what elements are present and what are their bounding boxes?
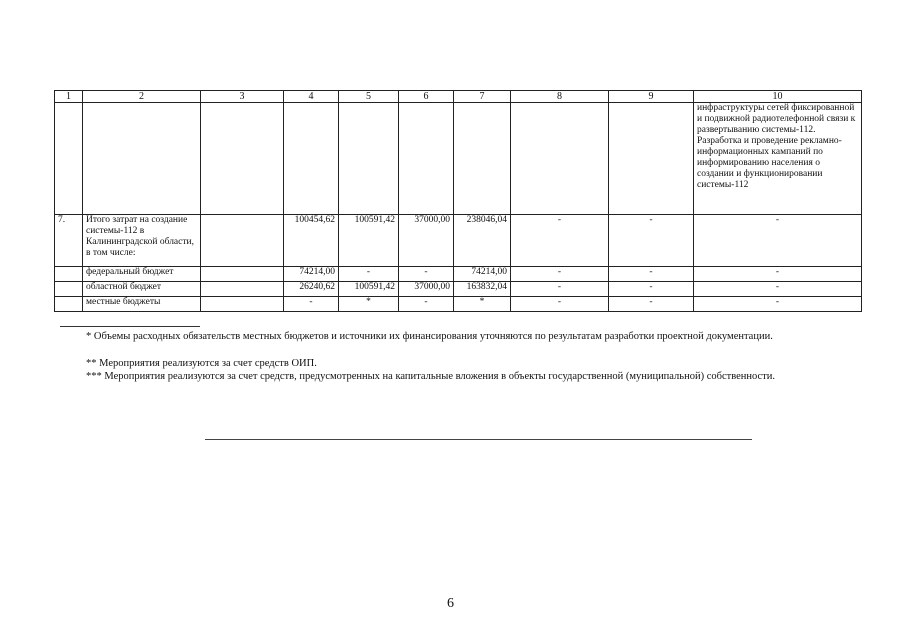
table-cell xyxy=(284,103,339,215)
table-cell xyxy=(83,103,201,215)
table-cell: 100454,62 xyxy=(284,215,339,267)
row-label: местные бюджеты xyxy=(83,297,201,312)
header-cell: 10 xyxy=(694,91,862,103)
table-cell xyxy=(55,103,83,215)
table-cell xyxy=(201,282,284,297)
table-cell: - xyxy=(694,267,862,282)
footnote-2: ** Мероприятия реализуются за счет средств ОИП. xyxy=(86,358,317,369)
table-cell xyxy=(399,103,454,215)
row-label: областной бюджет xyxy=(83,282,201,297)
table-cell: - xyxy=(694,297,862,312)
table-cell: * xyxy=(339,297,399,312)
header-cell: 4 xyxy=(284,91,339,103)
table-cell: - xyxy=(609,215,694,267)
table-cell xyxy=(55,282,83,297)
table-cell: 37000,00 xyxy=(399,282,454,297)
row-number: 7. xyxy=(55,215,83,267)
header-cell: 9 xyxy=(609,91,694,103)
table-cell: - xyxy=(694,282,862,297)
table-cell: - xyxy=(609,297,694,312)
header-cell: 1 xyxy=(55,91,83,103)
table-cell: - xyxy=(511,215,609,267)
table-header-row xyxy=(55,91,862,103)
table-cell: - xyxy=(609,282,694,297)
header-cell: 8 xyxy=(511,91,609,103)
table-cell: - xyxy=(511,297,609,312)
table-cell: 74214,00 xyxy=(284,267,339,282)
table-cell: 26240,62 xyxy=(284,282,339,297)
page-number: 6 xyxy=(447,596,454,611)
table-cell xyxy=(201,297,284,312)
table-cell: - xyxy=(511,282,609,297)
table-cell: - xyxy=(694,215,862,267)
table-cell: 37000,00 xyxy=(399,215,454,267)
table-cell xyxy=(201,215,284,267)
footnote-divider xyxy=(60,326,200,327)
budget-table xyxy=(54,90,862,312)
row-label: федеральный бюджет xyxy=(83,267,201,282)
table-cell xyxy=(201,267,284,282)
table-cell: - xyxy=(609,267,694,282)
header-cell: 5 xyxy=(339,91,399,103)
table-cell: 100591,42 xyxy=(339,215,399,267)
table-row xyxy=(55,267,862,282)
table-cell: * xyxy=(454,297,511,312)
table-cell: 163832,04 xyxy=(454,282,511,297)
table-cell: - xyxy=(399,297,454,312)
table-row-continuation xyxy=(55,103,862,215)
row-label: Итого затрат на создание системы-112 в Калининградской области, в том числе: xyxy=(83,215,201,267)
table-cell: 74214,00 xyxy=(454,267,511,282)
table-cell: 238046,04 xyxy=(454,215,511,267)
header-cell: 7 xyxy=(454,91,511,103)
footnote-1: * Объемы расходных обязательств местных бюджетов и источники их финансирования уточняются по результатам разработки проектной документации. xyxy=(86,331,773,342)
table-row xyxy=(55,215,862,267)
table-cell xyxy=(609,103,694,215)
table-cell xyxy=(339,103,399,215)
table-cell xyxy=(55,267,83,282)
table-cell xyxy=(454,103,511,215)
table-row xyxy=(55,297,862,312)
header-cell: 6 xyxy=(399,91,454,103)
table-cell: - xyxy=(339,267,399,282)
header-cell: 3 xyxy=(201,91,284,103)
table-cell xyxy=(55,297,83,312)
table-row xyxy=(55,282,862,297)
header-cell: 2 xyxy=(83,91,201,103)
footnote-3: *** Мероприятия реализуются за счет средств, предусмотренных на капитальные вложения в объекты государственной (муниципальной) собственности. xyxy=(86,371,775,382)
end-divider xyxy=(205,439,752,440)
table-cell: - xyxy=(399,267,454,282)
table-cell xyxy=(201,103,284,215)
table-cell: 100591,42 xyxy=(339,282,399,297)
table-cell: - xyxy=(284,297,339,312)
table-cell: - xyxy=(511,267,609,282)
table-cell xyxy=(511,103,609,215)
continuation-text: инфраструктуры сетей фиксированной и подвижной радиотелефонной связи к развертыванию системы-112. Разработка и проведение рекламно-информационных кампаний по информированию населения о создании и функционировании системы-112 xyxy=(694,103,862,215)
